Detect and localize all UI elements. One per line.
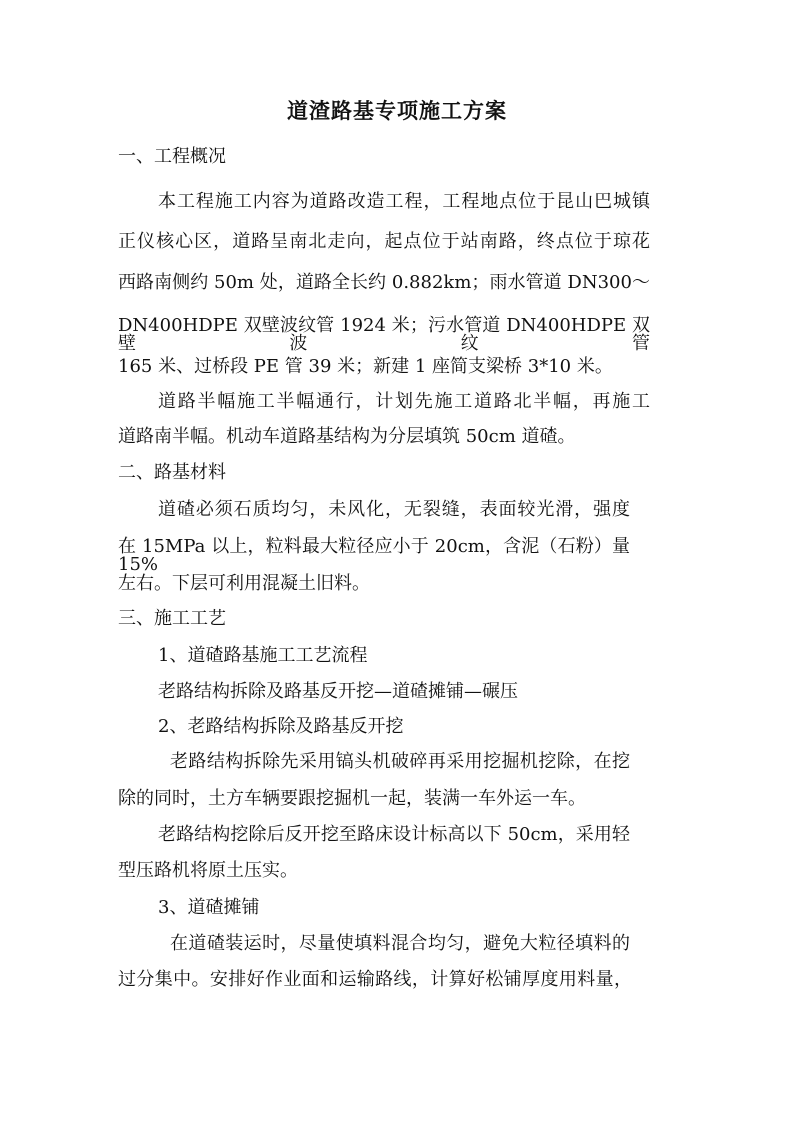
section-heading-materials: 二、路基材料 [118,462,226,483]
paragraph-line: 165 米、过桥段 PE 管 39 米；新建 1 座简支梁桥 3*10 米。 [118,356,613,377]
subheading-process-flow: 1、道碴路基施工工艺流程 [158,645,368,666]
paragraph-line: 除的同时，土方车辆要跟挖掘机一起，装满一车外运一车。 [118,788,586,809]
paragraph-line: 正仪核心区，道路呈南北走向，起点位于站南路，终点位于琼花 [118,231,650,252]
paragraph-line: 在道碴装运时，尽量使填料混合均匀，避免大粒径填料的 [170,933,630,954]
process-flow-line: 老路结构拆除及路基反开挖—道碴摊铺—碾压 [158,681,518,702]
section-heading-overview: 一、工程概况 [118,146,226,167]
paragraph-line: 型压路机将原土压实。 [118,860,298,881]
paragraph-line: DN400HDPE 双壁波纹管 1924 米；污水管道 DN400HDPE 双壁波纹管 [118,315,650,354]
subheading-ballast-spreading: 3、道碴摊铺 [158,897,260,918]
document-title: 道渣路基专项施工方案 [287,98,507,123]
subheading-demolition: 2、老路结构拆除及路基反开挖 [158,716,404,737]
paragraph-line: 道路南半幅。机动车道路基结构为分层填筑 50cm 道碴。 [118,426,576,447]
paragraph-line: 道碴必须石质均匀，未风化，无裂缝，表面较光滑，强度 [158,499,630,520]
section-heading-process: 三、施工工艺 [118,608,226,629]
paragraph-line: 左右。下层可利用混凝土旧料。 [118,573,370,594]
paragraph-line: 在 15MPa 以上，粒料最大粒径应小于 20cm，含泥（石粉）量 15% [118,536,630,575]
paragraph-line: 本工程施工内容为道路改造工程，工程地点位于昆山巴城镇 [158,191,650,212]
paragraph-line: 过分集中。安排好作业面和运输路线，计算好松铺厚度用料量， [118,969,632,990]
paragraph-line: 西路南侧约 50m 处，道路全长约 0.882km；雨水管道 DN300～ [118,272,650,293]
paragraph-line: 老路结构挖除后反开挖至路床设计标高以下 50cm，采用轻 [158,824,630,845]
paragraph-line: 老路结构拆除先采用镐头机破碎再采用挖掘机挖除，在挖 [170,751,630,772]
paragraph-line: 道路半幅施工半幅通行，计划先施工道路北半幅，再施工 [158,391,650,412]
